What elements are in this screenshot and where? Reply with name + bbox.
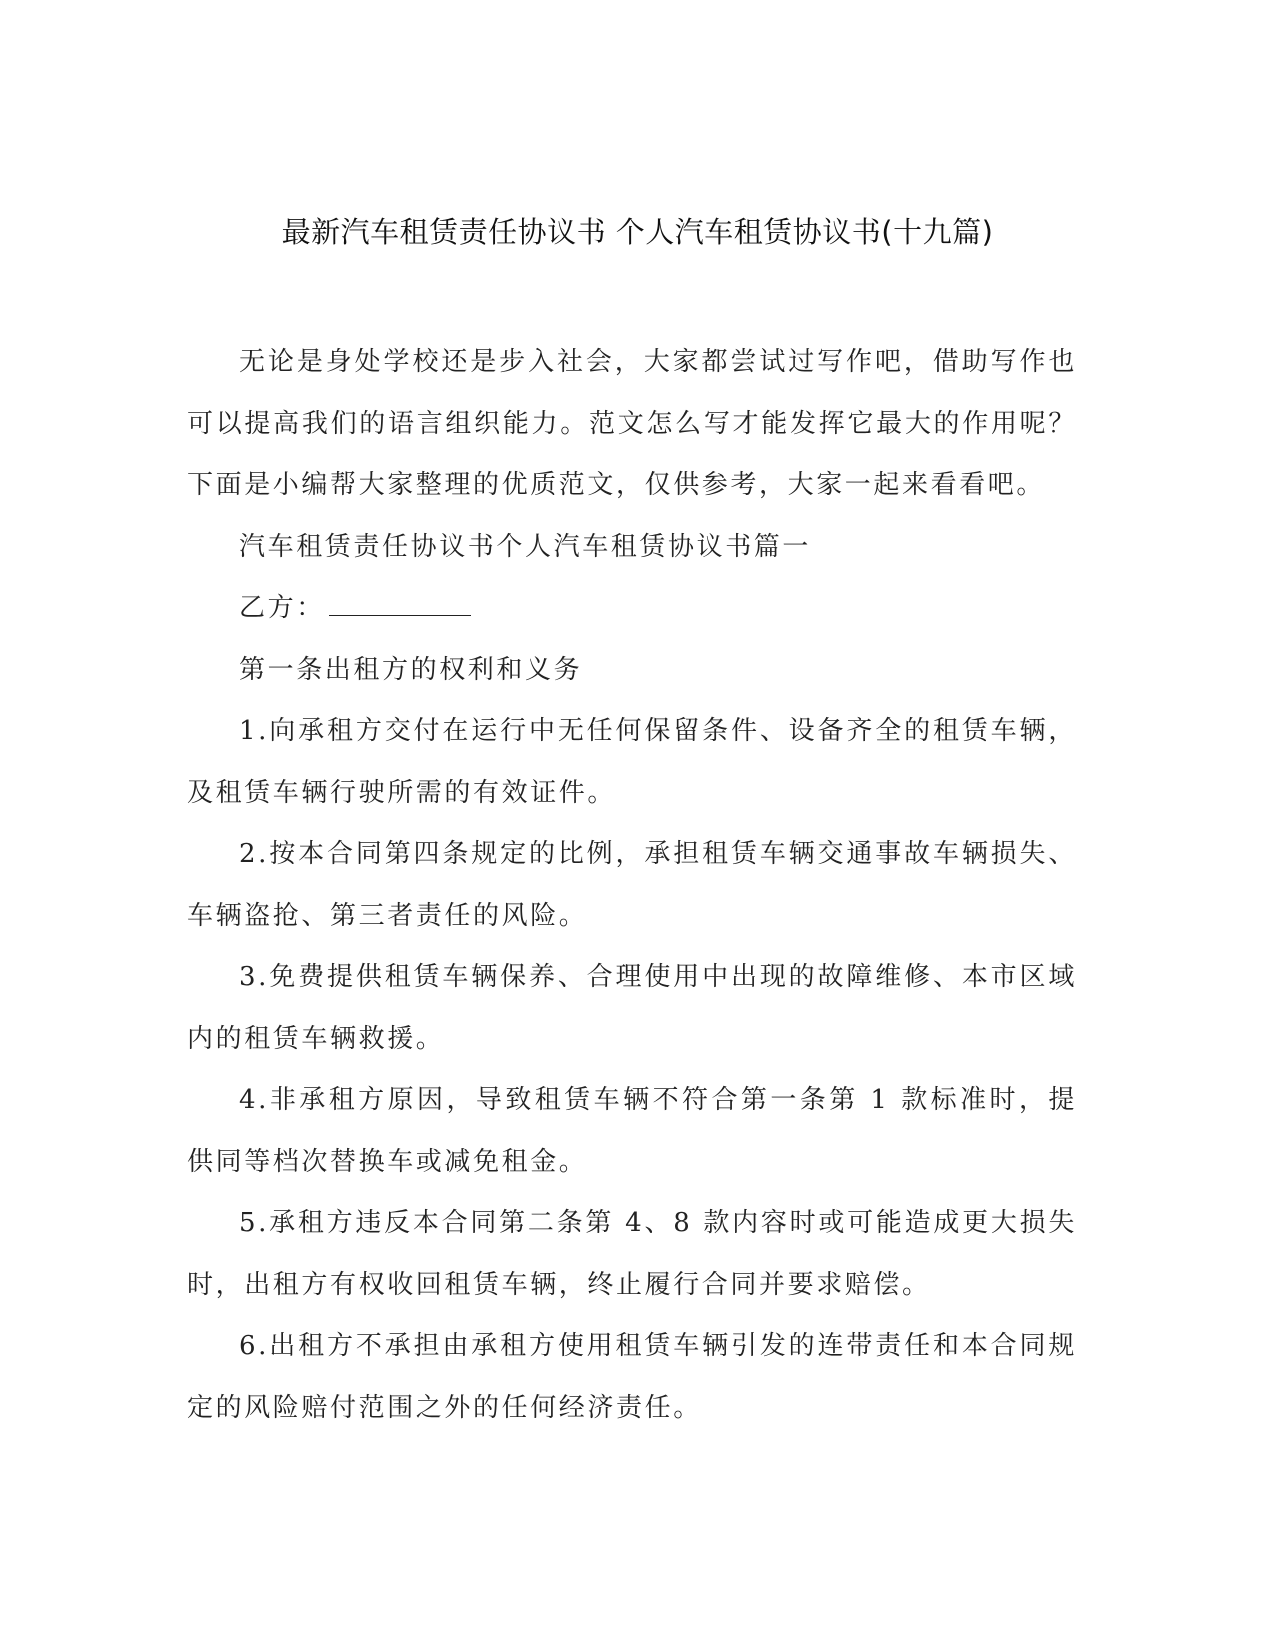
article-heading: 第一条出租方的权利和义务 (239, 654, 583, 685)
intro-paragraph: 无论是身处学校还是步入社会，大家都尝试过写作吧，借助写作也可以提高我们的语言组织能力。范文怎么写才能发挥它最大的作用呢？下面是小编帮大家整理的优质范文，仅供参考，大家一起来看看吧。 (187, 347, 1077, 500)
clause-paragraph: 6.出租方不承担由承租方使用租赁车辆引发的连带责任和本合同规定的风险赔付范围之外的任何经济责任。 (187, 1331, 1077, 1423)
document-title: 最新汽车租赁责任协议书 个人汽车租赁协议书(十九篇) (281, 215, 994, 249)
clause-paragraph: 5.承租方违反本合同第二条第 4、8 款内容时或可能造成更大损失时，出租方有权收回租赁车辆，终止履行合同并要求赔偿。 (187, 1208, 1077, 1300)
clause-paragraph: 3.免费提供租赁车辆保养、合理使用中出现的故障维修、本市区域内的租赁车辆救援。 (187, 962, 1077, 1054)
party-b-line (187, 578, 1077, 640)
document-body (187, 332, 1077, 1439)
clause-paragraph: 4.非承租方原因，导致租赁车辆不符合第一条第 1 款标准时，提供同等档次替换车或减免租金。 (187, 1085, 1077, 1177)
section-heading: 汽车租赁责任协议书个人汽车租赁协议书篇一 (239, 531, 812, 562)
party-b-label: 乙方： (239, 593, 325, 623)
clause-paragraph: 1.向承租方交付在运行中无任何保留条件、设备齐全的租赁车辆，及租赁车辆行驶所需的有效证件。 (187, 716, 1077, 808)
clause-paragraph: 2.按本合同第四条规定的比例，承担租赁车辆交通事故车辆损失、车辆盗抢、第三者责任的风险。 (187, 839, 1077, 931)
party-b-blank-line (329, 585, 471, 616)
